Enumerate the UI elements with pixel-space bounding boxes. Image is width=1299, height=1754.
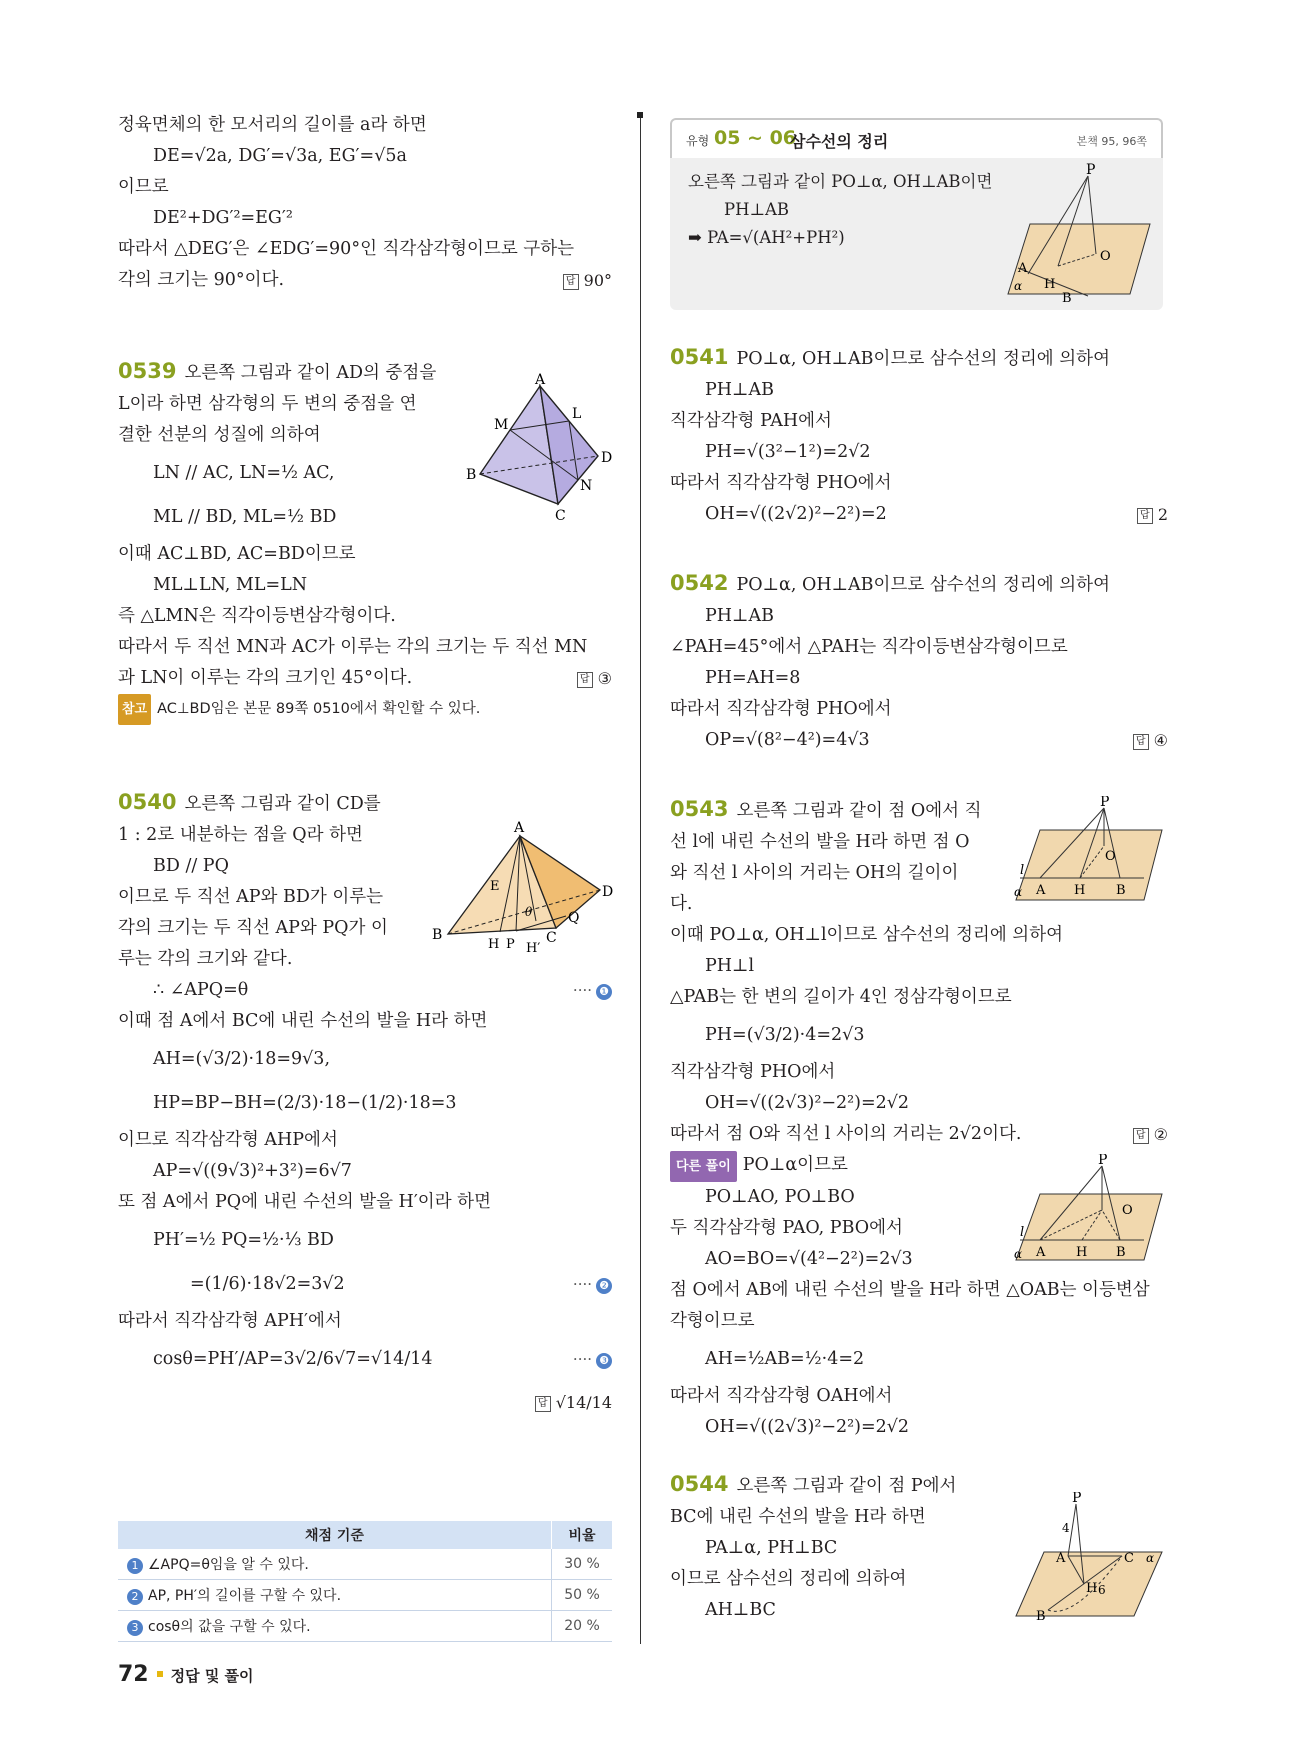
label-C: C bbox=[546, 930, 557, 946]
problem-0544-header: 0544 오른쪽 그림과 같이 점 P에서 bbox=[670, 1472, 957, 1496]
formula: DE²+DG′²=EG′² bbox=[153, 208, 293, 228]
text-line: 이므로 두 직선 AP와 BD가 이루는 bbox=[118, 887, 384, 907]
text-line: 직각삼각형 PAH에서 bbox=[670, 411, 832, 431]
text-line: 결한 선분의 성질에 의하여 bbox=[118, 425, 321, 445]
text-line: 이므로 bbox=[118, 177, 169, 197]
formula: AH⊥BC bbox=[705, 1600, 776, 1620]
label-M: M bbox=[494, 417, 509, 433]
alt-tag: 다른 풀이 bbox=[670, 1151, 737, 1182]
text-line: 다. bbox=[670, 894, 693, 914]
text-line: 이때 PO⊥α, OH⊥l이므로 삼수선의 정리에 의하여 bbox=[670, 925, 1064, 945]
label-B: B bbox=[466, 467, 477, 483]
label-theta: θ bbox=[525, 905, 533, 919]
label-H: H bbox=[1074, 883, 1086, 898]
label-A: A bbox=[1036, 1245, 1046, 1260]
label-Q: Q bbox=[568, 910, 580, 926]
text-line: 각의 크기는 두 직선 AP와 PQ가 이 bbox=[118, 918, 388, 938]
answer-mark: 답 ② bbox=[1133, 1119, 1168, 1150]
problem-0540-header: 0540 오른쪽 그림과 같이 CD를 bbox=[118, 790, 381, 814]
answer-mark: 답 90° bbox=[563, 265, 612, 296]
text-line: 두 직각삼각형 PAO, PBO에서 bbox=[670, 1218, 903, 1238]
label-B: B bbox=[1036, 1609, 1046, 1622]
formula: OP=√(8²−4²)=4√3 답 ④ bbox=[670, 725, 1168, 756]
problem-0541-header: 0541 PO⊥α, OH⊥AB이므로 삼수선의 정리에 의하여 bbox=[670, 345, 1110, 369]
formula: ➡ PA=√(AH²+PH²) bbox=[688, 228, 845, 247]
figure-type-box bbox=[1000, 162, 1160, 302]
formula: OH=√((2√2)²−2²)=2 답 2 bbox=[670, 499, 1168, 530]
right-column bbox=[670, 342, 1168, 1626]
text-line: 점 O에서 AB에 내린 수선의 발을 H라 하면 △OAB는 이등변삼 bbox=[670, 1280, 1150, 1300]
label-l: l bbox=[1020, 863, 1025, 878]
formula: BD // PQ bbox=[153, 856, 229, 876]
label-B: B bbox=[432, 927, 443, 943]
text-line: 또 점 A에서 PQ에 내린 수선의 발을 H′이라 하면 bbox=[118, 1192, 491, 1212]
label-P: P bbox=[1072, 1492, 1082, 1506]
label-D: D bbox=[601, 450, 613, 466]
formula: ∴ ∠APQ=θ ···· ❶ bbox=[118, 975, 612, 1006]
ratio-cell: 50 % bbox=[552, 1580, 613, 1611]
column-divider bbox=[640, 114, 641, 1644]
left-column bbox=[118, 110, 612, 1425]
label-C: C bbox=[555, 508, 566, 522]
type-box-header bbox=[670, 118, 1163, 158]
step-number: 1 bbox=[127, 1558, 143, 1574]
type-label: 유형 bbox=[686, 134, 710, 148]
label-alpha: α bbox=[1014, 1247, 1023, 1261]
label-H: H bbox=[1086, 1581, 1098, 1596]
label-N: N bbox=[580, 478, 593, 494]
label-A: A bbox=[1018, 261, 1028, 276]
problem-0539-header: 0539 오른쪽 그림과 같이 AD의 중점을 bbox=[118, 359, 437, 383]
label-A: A bbox=[1056, 1551, 1066, 1566]
label-O: O bbox=[1100, 249, 1111, 264]
formula: PO⊥AO, PO⊥BO bbox=[705, 1187, 855, 1207]
scoring-table bbox=[118, 1521, 612, 1642]
formula: PA⊥α, PH⊥BC bbox=[705, 1538, 838, 1558]
step-marker: ···· ❷ bbox=[573, 1262, 612, 1306]
label-alpha: α bbox=[1014, 279, 1023, 293]
label-P: P bbox=[1100, 796, 1110, 810]
step-number: 3 bbox=[127, 1620, 143, 1636]
problem-number: 0541 bbox=[670, 345, 729, 369]
table-header bbox=[118, 1521, 612, 1549]
formula: PH⊥AB bbox=[705, 606, 774, 626]
formula: LN // AC, LN=½ AC, bbox=[153, 463, 335, 483]
alt-solution-header: 다른 풀이 PO⊥α이므로 bbox=[670, 1150, 1168, 1182]
step-number: 2 bbox=[127, 1589, 143, 1605]
text-line: 따라서 두 직선 MN과 AC가 이루는 각의 크기는 두 직선 MN bbox=[118, 637, 588, 657]
problem-number: 0539 bbox=[118, 359, 177, 383]
label-A: A bbox=[535, 372, 546, 388]
formula: PH⊥AB bbox=[724, 200, 790, 219]
formula: PH⊥AB bbox=[705, 380, 774, 400]
table-row: 1 ∠APQ=θ임을 알 수 있다. 30 % bbox=[118, 1549, 612, 1580]
table-row: 3 cosθ의 값을 구할 수 있다. 20 % bbox=[118, 1611, 612, 1642]
label-B: B bbox=[1116, 1245, 1126, 1260]
formula: PH′=½ PQ=½·⅓ BD bbox=[153, 1230, 334, 1250]
label-P: P bbox=[1098, 1154, 1108, 1168]
formula: AH=½AB=½·4=2 bbox=[705, 1349, 865, 1369]
label-E: E bbox=[490, 879, 500, 894]
text-line: 와 직선 l 사이의 거리는 OH의 길이이 bbox=[670, 863, 959, 883]
formula: HP=BP−BH=(2/3)·18−(1/2)·18=3 bbox=[153, 1093, 457, 1113]
ratio-cell: 30 % bbox=[552, 1549, 613, 1580]
text-line: 따라서 직각삼각형 PHO에서 bbox=[670, 473, 892, 493]
figure-0539-tetrahedron bbox=[462, 372, 622, 522]
note-tag: 참고 bbox=[118, 694, 151, 725]
text-line: 이므로 삼수선의 정리에 의하여 bbox=[670, 1569, 907, 1589]
header-ratio: 비율 bbox=[552, 1521, 613, 1549]
step-marker: ···· ❶ bbox=[573, 975, 612, 1006]
text-line: 따라서 직각삼각형 OAH에서 bbox=[670, 1386, 893, 1406]
label-P: P bbox=[1086, 162, 1096, 178]
label-P: P bbox=[506, 937, 515, 952]
formula: AH=(√3/2)·18=9√3, bbox=[153, 1049, 331, 1069]
label-H: H bbox=[488, 937, 500, 952]
type-title: 삼수선의 정리 bbox=[790, 132, 889, 151]
text-line: 이때 점 A에서 BC에 내린 수선의 발을 H라 하면 bbox=[118, 1011, 488, 1031]
label-6: 6 bbox=[1098, 1583, 1106, 1597]
text-line: 따라서 직각삼각형 APH′에서 bbox=[118, 1311, 342, 1331]
label-B: B bbox=[1116, 883, 1126, 898]
label-C: C bbox=[1124, 1551, 1134, 1566]
text-line: 이므로 직각삼각형 AHP에서 bbox=[118, 1130, 338, 1150]
text-line: 따라서 △DEG′은 ∠EDG′=90°인 직각삼각형이므로 구하는 bbox=[118, 239, 575, 259]
text-line: 과 LN이 이루는 각의 크기인 45°이다. 답 ③ bbox=[118, 663, 612, 694]
note: 참고 AC⊥BD임은 본문 89쪽 0510에서 확인할 수 있다. bbox=[118, 694, 612, 725]
label-l: l bbox=[1020, 1225, 1025, 1240]
formula: ML⊥LN, ML=LN bbox=[153, 575, 308, 595]
text-line: 직각삼각형 PHO에서 bbox=[670, 1062, 836, 1082]
formula: =(1/6)·18√2=3√2 ···· ❷ bbox=[118, 1262, 612, 1306]
text-line: 각의 크기는 90°이다. 답 90° bbox=[118, 265, 612, 296]
type-reference: 본책 95, 96쪽 bbox=[1076, 135, 1147, 148]
formula: PH=(√3/2)·4=2√3 bbox=[705, 1025, 865, 1045]
page-number: 72 bbox=[118, 1662, 149, 1687]
label-alpha: α bbox=[1014, 885, 1023, 899]
label-H-prime: H′ bbox=[526, 941, 541, 956]
problem-0542-header: 0542 PO⊥α, OH⊥AB이므로 삼수선의 정리에 의하여 bbox=[670, 571, 1110, 595]
text-line: 따라서 점 O와 직선 l 사이의 거리는 2√2이다. 답 ② bbox=[670, 1119, 1168, 1150]
problem-0543-header: 0543 오른쪽 그림과 같이 점 O에서 직 bbox=[670, 797, 982, 821]
problem-number: 0540 bbox=[118, 790, 177, 814]
text-line: 따라서 직각삼각형 PHO에서 bbox=[670, 699, 892, 719]
formula: PH⊥l bbox=[705, 956, 755, 976]
figure-0543-b bbox=[1004, 1154, 1164, 1266]
label-4: 4 bbox=[1062, 1521, 1070, 1535]
figure-0544 bbox=[1004, 1492, 1164, 1622]
text-line: 1 : 2로 내분하는 점을 Q라 하면 bbox=[118, 825, 363, 845]
label-H: H bbox=[1076, 1245, 1088, 1260]
answer-mark: 답 2 bbox=[1137, 499, 1168, 530]
divider-marker bbox=[637, 112, 643, 118]
label-L: L bbox=[572, 406, 582, 422]
text-line: 선 l에 내린 수선의 발을 H라 하면 점 O bbox=[670, 832, 970, 852]
formula: AO=BO=√(4²−2²)=2√3 bbox=[705, 1249, 913, 1269]
type-box-body bbox=[670, 158, 1163, 310]
formula: PH=AH=8 bbox=[705, 668, 801, 688]
text-line: 이때 AC⊥BD, AC=BD이므로 bbox=[118, 544, 356, 564]
formula: OH=√((2√3)²−2²)=2√2 bbox=[705, 1093, 910, 1113]
formula: cosθ=PH′/AP=3√2/6√7=√14/14 ···· ❸ bbox=[118, 1337, 612, 1381]
label-D: D bbox=[602, 884, 614, 900]
figure-0540-pyramid bbox=[428, 818, 624, 958]
label-A: A bbox=[514, 820, 525, 836]
label-O: O bbox=[1105, 849, 1116, 864]
label-B: B bbox=[1062, 291, 1072, 302]
label-alpha: α bbox=[1146, 1551, 1155, 1565]
answer-mark: 답 ④ bbox=[1133, 725, 1168, 756]
formula: AP=√((9√3)²+3²)=6√7 bbox=[153, 1161, 352, 1181]
ratio-cell: 20 % bbox=[552, 1611, 613, 1642]
formula: OH=√((2√3)²−2²)=2√2 bbox=[705, 1417, 910, 1437]
formula: PH=√(3²−1²)=2√2 bbox=[705, 442, 871, 462]
text-line: L이라 하면 삼각형의 두 변의 중점을 연 bbox=[118, 394, 417, 414]
header-criteria: 채점 기준 bbox=[118, 1521, 552, 1549]
label-A: A bbox=[1036, 883, 1046, 898]
problem-number: 0542 bbox=[670, 571, 729, 595]
text-line: 정육면체의 한 모서리의 길이를 a라 하면 bbox=[118, 115, 427, 135]
text-line: ∠PAH=45°에서 △PAH는 직각이등변삼각형이므로 bbox=[670, 637, 1068, 657]
text-line: △PAB는 한 변의 길이가 4인 정삼각형이므로 bbox=[670, 987, 1012, 1007]
answer-mark: 답 √14/14 bbox=[535, 1381, 612, 1425]
type-box bbox=[670, 118, 1163, 318]
problem-number: 0543 bbox=[670, 797, 729, 821]
type-number: 05 ~ 06 bbox=[714, 127, 797, 149]
step-marker: ···· ❸ bbox=[573, 1337, 612, 1381]
formula: DE=√2a, DG′=√3a, EG′=√5a bbox=[153, 146, 407, 166]
page-footer bbox=[118, 1662, 254, 1687]
footer-label: 정답 및 풀이 bbox=[170, 1667, 254, 1685]
figure-0543-a bbox=[1004, 796, 1164, 908]
answer-mark: 답 ③ bbox=[577, 663, 612, 694]
answer-line bbox=[118, 1381, 612, 1425]
text-line: BC에 내린 수선의 발을 H라 하면 bbox=[670, 1507, 926, 1527]
text-line: 루는 각의 크기와 같다. bbox=[118, 949, 293, 969]
label-O: O bbox=[1122, 1203, 1133, 1218]
formula: ML // BD, ML=½ BD bbox=[153, 507, 337, 527]
problem-number: 0544 bbox=[670, 1472, 729, 1496]
text-line: 각형이므로 bbox=[670, 1311, 755, 1331]
text-line: 즉 △LMN은 직각이등변삼각형이다. bbox=[118, 606, 396, 626]
table-row: 2 AP, PH′의 길이를 구할 수 있다. 50 % bbox=[118, 1580, 612, 1611]
text-line: 오른쪽 그림과 같이 PO⊥α, OH⊥AB이면 bbox=[688, 172, 993, 191]
label-H: H bbox=[1044, 277, 1056, 292]
